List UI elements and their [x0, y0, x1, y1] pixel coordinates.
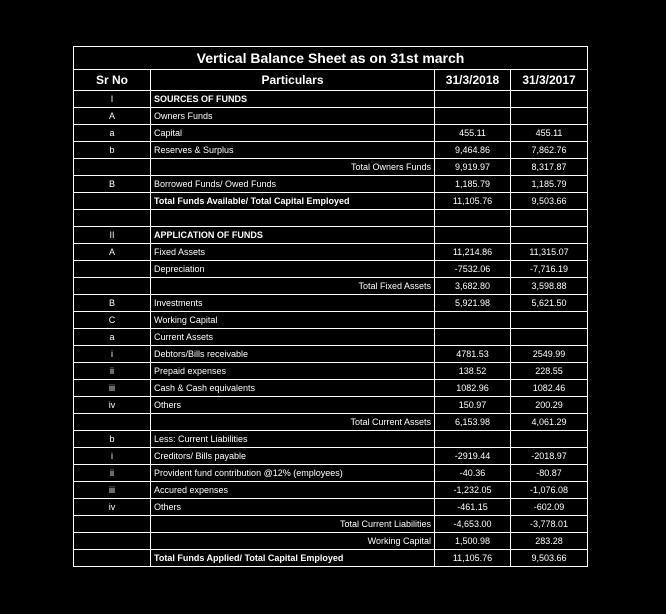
row-value-2018: -2919.44 — [435, 448, 511, 465]
table-row — [74, 176, 588, 193]
row-sr-no: II — [74, 227, 151, 244]
row-sr-no: C — [74, 312, 151, 329]
balance-sheet-table — [73, 46, 588, 567]
row-sr-no: iii — [74, 380, 151, 397]
row-particulars: Creditors/ Bills payable — [151, 448, 435, 465]
row-value-2017: -3,778.01 — [511, 516, 588, 533]
row-value-2017: 4,061.29 — [511, 414, 588, 431]
header-2017: 31/3/2017 — [511, 70, 588, 91]
row-value-2017: -80.87 — [511, 465, 588, 482]
row-particulars: Owners Funds — [151, 108, 435, 125]
row-particulars: Working Capital — [151, 312, 435, 329]
row-value-2018: 3,682.80 — [435, 278, 511, 295]
row-sr-no: iii — [74, 482, 151, 499]
table-row — [74, 465, 588, 482]
row-value-2018: 1,500.98 — [435, 533, 511, 550]
row-value-2017: 11,315.07 — [511, 244, 588, 261]
row-sr-no: b — [74, 142, 151, 159]
row-value-2018: 138.52 — [435, 363, 511, 380]
row-value-2018: -461.15 — [435, 499, 511, 516]
table-row — [74, 227, 588, 244]
row-particulars: Provident fund contribution @12% (employees) — [151, 465, 435, 482]
row-sr-no: ii — [74, 465, 151, 482]
row-particulars: Current Assets — [151, 329, 435, 346]
header-row — [74, 70, 588, 91]
row-particulars: Total Funds Available/ Total Capital Employed — [151, 193, 435, 210]
row-value-2017: -2018.97 — [511, 448, 588, 465]
row-value-2018: 1,185.79 — [435, 176, 511, 193]
row-sr-no — [74, 210, 151, 227]
row-particulars: Cash & Cash equivalents — [151, 380, 435, 397]
table-row — [74, 193, 588, 210]
row-value-2018: 11,214.86 — [435, 244, 511, 261]
table-row — [74, 91, 588, 108]
row-value-2017: 283.28 — [511, 533, 588, 550]
row-sr-no: a — [74, 125, 151, 142]
row-sr-no: ii — [74, 363, 151, 380]
row-sr-no: iv — [74, 397, 151, 414]
row-particulars: Total Fixed Assets — [151, 278, 435, 295]
table-row — [74, 363, 588, 380]
table-row — [74, 533, 588, 550]
table-row — [74, 210, 588, 227]
header-2018: 31/3/2018 — [435, 70, 511, 91]
row-sr-no — [74, 261, 151, 278]
row-value-2017 — [511, 312, 588, 329]
table-row — [74, 244, 588, 261]
row-value-2018: 4781.53 — [435, 346, 511, 363]
row-value-2017: 7,862.76 — [511, 142, 588, 159]
table-row — [74, 482, 588, 499]
row-value-2018: 9,919.97 — [435, 159, 511, 176]
row-value-2018: 11,105.76 — [435, 193, 511, 210]
table-row — [74, 295, 588, 312]
row-value-2017: 200.29 — [511, 397, 588, 414]
row-sr-no — [74, 550, 151, 567]
table-row — [74, 278, 588, 295]
table-row — [74, 397, 588, 414]
row-particulars: Accured expenses — [151, 482, 435, 499]
table-row — [74, 431, 588, 448]
row-sr-no: b — [74, 431, 151, 448]
row-value-2017: 1082.46 — [511, 380, 588, 397]
row-value-2017 — [511, 227, 588, 244]
row-value-2017: 2549.99 — [511, 346, 588, 363]
row-value-2018 — [435, 210, 511, 227]
row-value-2017: -7,716.19 — [511, 261, 588, 278]
row-particulars: Borrowed Funds/ Owed Funds — [151, 176, 435, 193]
row-value-2017: 3,598.88 — [511, 278, 588, 295]
row-particulars — [151, 210, 435, 227]
balance-sheet — [73, 46, 587, 567]
row-value-2017: 9,503.66 — [511, 550, 588, 567]
row-value-2017: 9,503.66 — [511, 193, 588, 210]
row-sr-no — [74, 193, 151, 210]
row-sr-no: A — [74, 108, 151, 125]
row-value-2017: 228.55 — [511, 363, 588, 380]
row-particulars: Others — [151, 499, 435, 516]
row-value-2018: 5,921.98 — [435, 295, 511, 312]
sheet-title: Vertical Balance Sheet as on 31st march — [74, 47, 588, 70]
row-value-2018: 6,153.98 — [435, 414, 511, 431]
row-value-2018: 9,464.86 — [435, 142, 511, 159]
row-sr-no: i — [74, 448, 151, 465]
row-value-2018: -1,232.05 — [435, 482, 511, 499]
row-particulars: Total Current Assets — [151, 414, 435, 431]
row-value-2018 — [435, 312, 511, 329]
row-sr-no — [74, 159, 151, 176]
row-value-2017 — [511, 210, 588, 227]
row-sr-no: iv — [74, 499, 151, 516]
row-particulars: Total Current Liabilities — [151, 516, 435, 533]
table-row — [74, 159, 588, 176]
row-particulars: Working Capital — [151, 533, 435, 550]
table-row — [74, 516, 588, 533]
row-value-2017: 8,317.87 — [511, 159, 588, 176]
row-sr-no: A — [74, 244, 151, 261]
table-row — [74, 329, 588, 346]
row-value-2017 — [511, 431, 588, 448]
table-row — [74, 108, 588, 125]
row-value-2018: 11,105.76 — [435, 550, 511, 567]
row-value-2017: 455.11 — [511, 125, 588, 142]
row-sr-no: a — [74, 329, 151, 346]
table-row — [74, 125, 588, 142]
row-sr-no: i — [74, 346, 151, 363]
row-particulars: SOURCES OF FUNDS — [151, 91, 435, 108]
row-sr-no: B — [74, 295, 151, 312]
row-sr-no — [74, 516, 151, 533]
row-particulars: Others — [151, 397, 435, 414]
row-value-2017 — [511, 91, 588, 108]
table-row — [74, 448, 588, 465]
table-row — [74, 312, 588, 329]
row-particulars: Total Funds Applied/ Total Capital Employed — [151, 550, 435, 567]
row-sr-no — [74, 414, 151, 431]
row-value-2018 — [435, 329, 511, 346]
row-sr-no — [74, 278, 151, 295]
row-value-2017 — [511, 108, 588, 125]
table-row — [74, 499, 588, 516]
row-value-2018 — [435, 227, 511, 244]
row-sr-no — [74, 533, 151, 550]
row-value-2018: -7532.06 — [435, 261, 511, 278]
row-value-2018 — [435, 431, 511, 448]
title-row — [74, 47, 588, 70]
row-particulars: Prepaid expenses — [151, 363, 435, 380]
row-value-2017 — [511, 329, 588, 346]
row-value-2017: -602.09 — [511, 499, 588, 516]
row-value-2018: -4,653.00 — [435, 516, 511, 533]
table-row — [74, 346, 588, 363]
header-sr-no: Sr No — [74, 70, 151, 91]
table-row — [74, 261, 588, 278]
row-particulars: Depreciation — [151, 261, 435, 278]
row-particulars: APPLICATION OF FUNDS — [151, 227, 435, 244]
row-value-2017: 5,621.50 — [511, 295, 588, 312]
row-particulars: Investments — [151, 295, 435, 312]
row-value-2018: -40.36 — [435, 465, 511, 482]
row-particulars: Debtors/Bills receivable — [151, 346, 435, 363]
row-value-2018: 150.97 — [435, 397, 511, 414]
row-particulars: Fixed Assets — [151, 244, 435, 261]
row-particulars: Less: Current Liabilities — [151, 431, 435, 448]
row-value-2018: 455.11 — [435, 125, 511, 142]
row-value-2017: 1,185.79 — [511, 176, 588, 193]
row-value-2018: 1082.96 — [435, 380, 511, 397]
row-value-2018 — [435, 108, 511, 125]
row-value-2017: -1,076.08 — [511, 482, 588, 499]
row-particulars: Reserves & Surplus — [151, 142, 435, 159]
table-row — [74, 414, 588, 431]
row-sr-no: I — [74, 91, 151, 108]
table-row — [74, 380, 588, 397]
row-sr-no: B — [74, 176, 151, 193]
table-row — [74, 142, 588, 159]
table-row — [74, 550, 588, 567]
row-particulars: Capital — [151, 125, 435, 142]
header-particulars: Particulars — [151, 70, 435, 91]
row-particulars: Total Owners Funds — [151, 159, 435, 176]
row-value-2018 — [435, 91, 511, 108]
